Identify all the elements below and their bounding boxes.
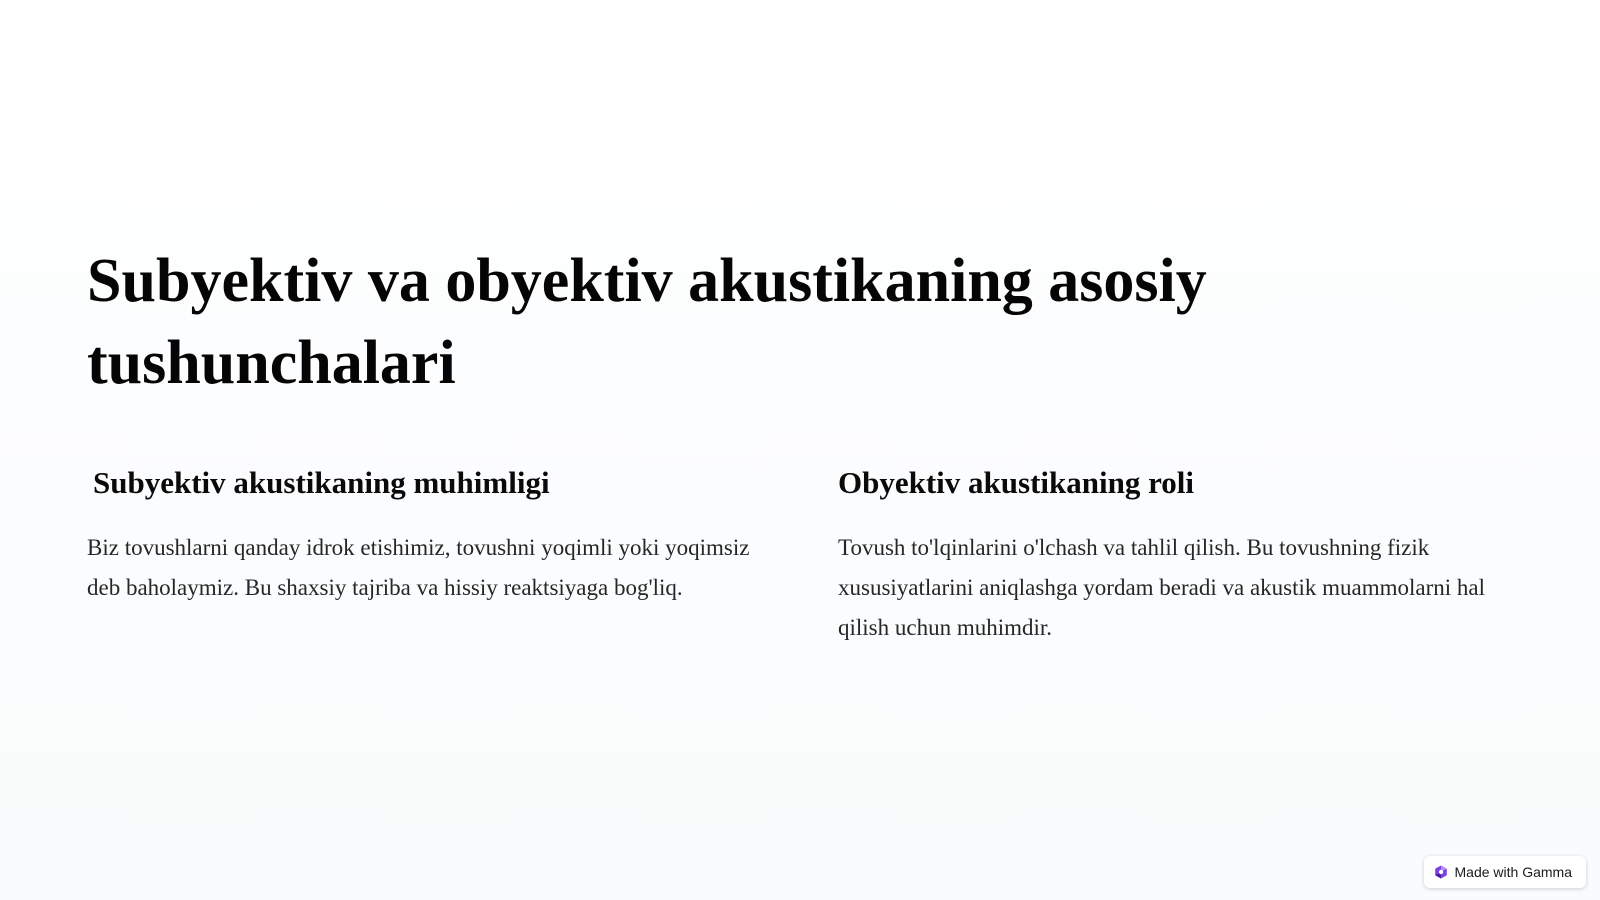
gamma-logo-icon [1434,865,1448,879]
slide-title: Subyektiv va obyektiv akustikaning asosiy tushunchalari [87,247,1207,397]
column-heading: Subyektiv akustikaning muhimligi [93,465,550,500]
column-subjective [87,458,757,608]
made-with-gamma-badge[interactable] [1424,856,1586,888]
column-objective [838,458,1508,648]
column-body: Tovush to'lqinlarini o'lchash va tahlil qilish. Bu tovushning fizik xususiyatlarini aniqlashga yordam beradi va akustik muammolarni hal qilish uchun muhimdir. [838,535,1486,640]
column-heading: Obyektiv akustikaning roli [838,465,1195,500]
column-body: Biz tovushlarni qanday idrok etishimiz, tovushni yoqimli yoki yoqimsiz deb baholaymiz. Bu shaxsiy tajriba va hissiy reaktsiyaga bog'liq. [87,535,750,600]
badge-label: Made with Gamma [1454,864,1572,880]
